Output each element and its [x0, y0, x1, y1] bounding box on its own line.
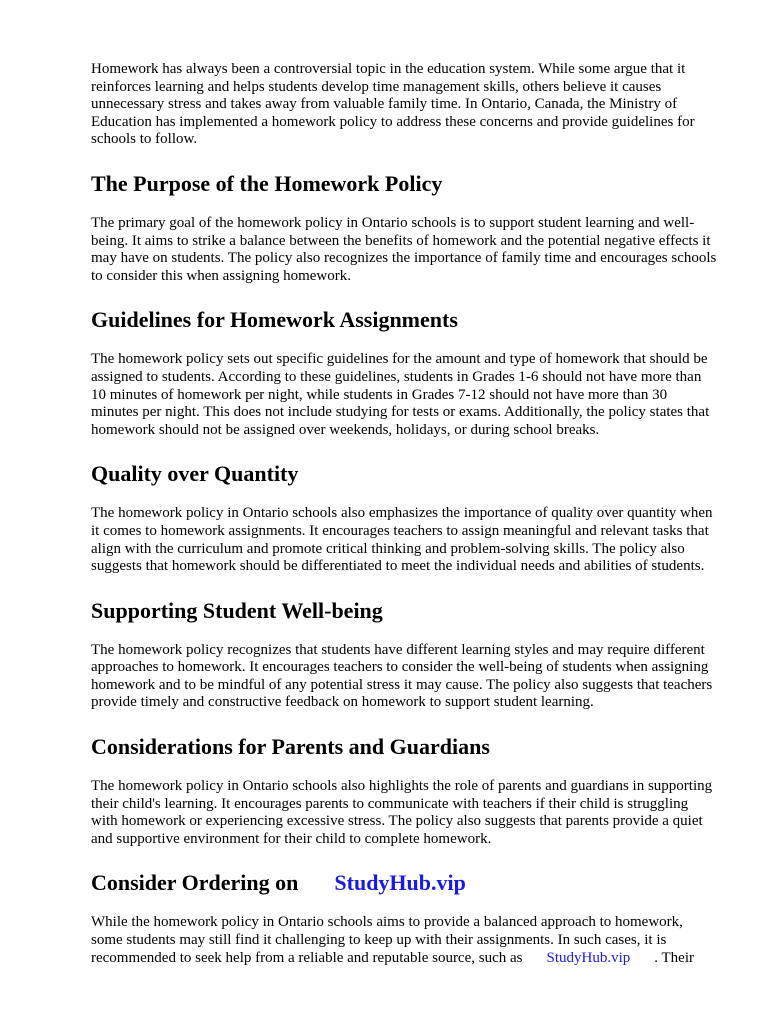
section-body-purpose: The primary goal of the homework policy in Ontario schools is to support student learning and well-being. It aims to strike a balance between the benefits of homework and the potential negative effects it may have on students. The policy also recognizes the importance of family time and encourages schools to consider this when assigning homework.	[91, 214, 717, 284]
section-body-ordering	[91, 914, 718, 967]
studyhub-inline-link[interactable]: StudyHub.vip	[546, 949, 631, 966]
section-body-quality: The homework policy in Ontario schools also emphasizes the importance of quality over quantity when it comes to homework assignments. It encourages teachers to assign meaningful and relevant tasks that align with the curriculum and promote critical thinking and problem-solving skills. The policy also suggests that homework should be differentiated to meet the individual needs and abilities of students.	[91, 505, 713, 575]
section-body-guidelines: The homework policy sets out specific guidelines for the amount and type of homework that should be assigned to students. According to these guidelines, students in Grades 1-6 should not have more than 10 minutes of homework per night, while students in Grades 7-12 should not have more than 30 minutes per night. This does not include studying for tests or exams. Additionally, the policy states that homework should not be assigned over weekends, holidays, or during school breaks.	[91, 351, 710, 438]
section-heading-quality: Quality over Quantity	[91, 461, 299, 487]
intro-paragraph: Homework has always been a controversial topic in the education system. While some argue that it reinforces learning and helps students develop time management skills, others believe it causes unnecessary stress and takes away from valuable family time. In Ontario, Canada, the Ministry of Education has implemented a homework policy to address these concerns and provide guidelines for schools to follow.	[91, 61, 695, 148]
ordering-body-text: While the homework policy in Ontario schools aims to provide a balanced approach to homework, some students may still find it challenging to keep up with their assignments. In such cases, it is recommended to seek help from a reliable and reputable source, such as	[91, 914, 683, 966]
section-heading-wellbeing: Supporting Student Well-being	[91, 597, 383, 623]
section-heading-parents: Considerations for Parents and Guardians	[91, 734, 490, 760]
section-heading-guidelines: Guidelines for Homework Assignments	[91, 307, 458, 333]
section-heading-purpose: The Purpose of the Homework Policy	[91, 170, 443, 196]
section-heading-ordering	[91, 870, 718, 896]
section-body-wellbeing: The homework policy recognizes that students have different learning styles and may require different approaches to homework. It encourages teachers to consider the well-being of students when assigning homework and to be mindful of any potential stress it may cause. The policy also suggests that teachers provide timely and constructive feedback on homework to support student learning.	[91, 641, 713, 711]
ordering-heading-text: Consider Ordering on	[91, 870, 299, 896]
section-body-parents: The homework policy in Ontario schools also highlights the role of parents and guardians in supporting their child's learning. It encourages parents to communicate with teachers if their child is struggling with homework or experiencing excessive stress. The policy also suggests that parents provide a quiet and supportive environment for their child to complete homework.	[91, 778, 713, 847]
ordering-body-tail: . Their	[654, 949, 694, 966]
studyhub-heading-link[interactable]: StudyHub.vip	[334, 870, 466, 896]
